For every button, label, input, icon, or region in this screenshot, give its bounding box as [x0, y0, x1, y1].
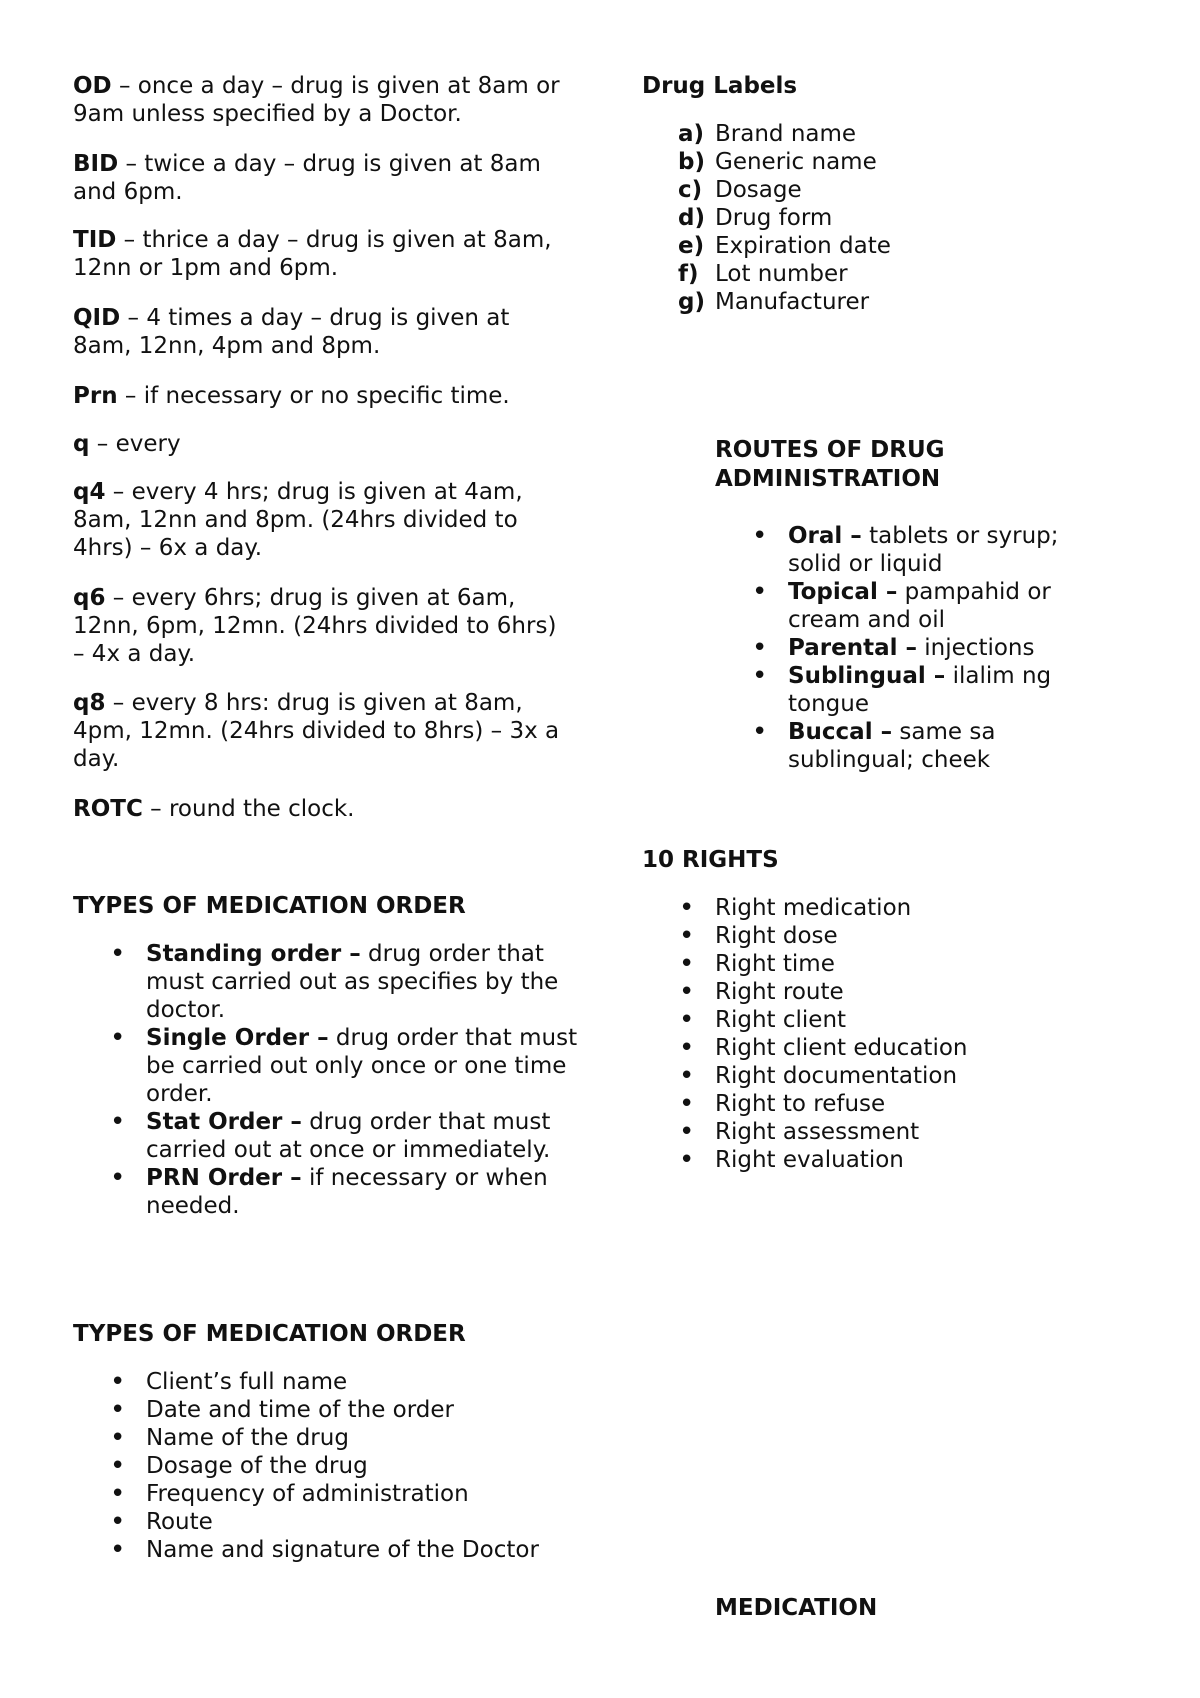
list-item [678, 176, 1135, 204]
list-item [788, 634, 1088, 662]
abbreviation-bid [73, 150, 573, 206]
list-item: • Date and time of the order [146, 1396, 626, 1424]
routes-heading-line2: ADMINISTRATION [715, 466, 941, 492]
item-text: Brand name [715, 121, 857, 147]
abbreviation-term: BID [73, 151, 119, 177]
abbreviation-term: Prn [73, 383, 118, 409]
list-item: • Name of the drug [146, 1424, 626, 1452]
list-item: • Right documentation [715, 1062, 1095, 1090]
list-item: • Route [146, 1508, 626, 1536]
list-item [788, 578, 1088, 634]
abbreviation-desc: – thrice a day – drug is given at 8am, 12nn or 1pm and 6pm. [73, 227, 552, 281]
medication-order-parts-heading: TYPES OF MEDICATION ORDER [73, 1321, 466, 1347]
item-desc: drug order that must be carried out only once or one time order. [146, 1025, 578, 1107]
item-desc: tablets or syrup; solid or liquid [788, 523, 1059, 577]
abbreviation-qid [73, 304, 573, 360]
abbreviation-q8 [73, 689, 573, 773]
ten-rights-list [715, 894, 1095, 1174]
ten-rights-heading: 10 RIGHTS [642, 847, 779, 873]
item-term: Parental – [788, 635, 917, 661]
abbreviation-rotc [73, 795, 573, 823]
item-text: Drug form [715, 205, 833, 231]
medication-order-parts-list [146, 1368, 626, 1564]
medication-order-types-heading: TYPES OF MEDICATION ORDER [73, 893, 466, 919]
abbreviation-term: q6 [73, 585, 106, 611]
routes-heading-line1: ROUTES OF DRUG [715, 437, 945, 463]
routes-list [788, 522, 1088, 774]
abbreviation-prn [73, 382, 573, 410]
abbreviation-term: TID [73, 227, 117, 253]
list-item: • Right client [715, 1006, 1095, 1034]
abbreviation-desc: – every 4 hrs; drug is given at 4am, 8am, 12nn and 8pm. (24hrs divided to 4hrs) – 6x a day. [73, 479, 523, 561]
item-text: Generic name [715, 149, 877, 175]
abbreviation-desc: – if necessary or no specific time. [117, 383, 510, 409]
item-text: Lot number [715, 261, 848, 287]
abbreviation-desc: – every [89, 431, 181, 457]
item-letter: a) [678, 121, 705, 147]
abbreviation-q6 [73, 584, 573, 668]
abbreviation-desc: – 4 times a day – drug is given at 8am, 12nn, 4pm and 8pm. [73, 305, 510, 359]
list-item [678, 260, 1135, 288]
item-letter: b) [678, 149, 705, 175]
item-desc: same sa sublingual; cheek [788, 719, 996, 773]
list-item: • Right evaluation [715, 1146, 1095, 1174]
abbreviation-desc: – round the clock. [142, 796, 355, 822]
routes-heading [715, 436, 945, 494]
list-item: • Dosage of the drug [146, 1452, 626, 1480]
item-term: Oral – [788, 523, 862, 549]
abbreviation-q [73, 430, 573, 458]
item-term: Topical – [788, 579, 898, 605]
list-item: • Right client education [715, 1034, 1095, 1062]
list-item: • Right assessment [715, 1118, 1095, 1146]
list-item: • Right medication [715, 894, 1095, 922]
item-desc: if necessary or when needed. [146, 1165, 548, 1219]
item-text: Dosage [715, 177, 802, 203]
list-item [788, 662, 1088, 718]
abbreviation-od [73, 72, 573, 128]
list-item [146, 1108, 586, 1164]
list-item [788, 522, 1088, 578]
abbreviation-desc: – once a day – drug is given at 8am or 9am unless specified by a Doctor. [73, 73, 560, 127]
item-desc: ilalim ng tongue [788, 663, 1052, 717]
item-term: Stat Order – [146, 1109, 302, 1135]
abbreviation-term: q8 [73, 690, 106, 716]
item-text: Expiration date [715, 233, 891, 259]
item-text: Manufacturer [715, 289, 870, 315]
list-item: • Right dose [715, 922, 1095, 950]
list-item [678, 232, 1135, 260]
abbreviation-desc: – every 8 hrs: drug is given at 8am, 4pm, 12mn. (24hrs divided to 8hrs) – 3x a day. [73, 690, 560, 772]
list-item [146, 1164, 586, 1220]
list-item: • Client’s full name [146, 1368, 626, 1396]
abbreviation-term: ROTC [73, 796, 143, 822]
item-term: Standing order – [146, 941, 361, 967]
item-letter: f) [678, 261, 699, 287]
abbreviation-tid [73, 226, 573, 282]
list-item [146, 940, 586, 1024]
abbreviation-desc: – every 6hrs; drug is given at 6am, 12nn, 6pm, 12mn. (24hrs divided to 6hrs) – 4x a day. [73, 585, 557, 667]
item-desc: injections [916, 635, 1035, 661]
item-term: Single Order – [146, 1025, 329, 1051]
list-item: • Right time [715, 950, 1095, 978]
abbreviation-term: QID [73, 305, 121, 331]
item-desc: drug order that must carried out as specifies by the doctor. [146, 941, 559, 1023]
item-term: PRN Order – [146, 1165, 302, 1191]
item-term: Buccal – [788, 719, 893, 745]
abbreviation-term: OD [73, 73, 112, 99]
list-item [678, 288, 1135, 316]
list-item [678, 204, 1135, 232]
item-letter: c) [678, 177, 703, 203]
drug-labels-heading: Drug Labels [642, 73, 798, 99]
item-desc: pampahid or cream and oil [788, 579, 1051, 633]
list-item: • Frequency of administration [146, 1480, 626, 1508]
footer-heading: MEDICATION [715, 1595, 878, 1621]
drug-labels-list [678, 120, 1135, 316]
list-item [146, 1024, 586, 1108]
abbreviation-desc: – twice a day – drug is given at 8am and 6pm. [73, 151, 541, 205]
list-item: • Right route [715, 978, 1095, 1006]
abbreviation-term: q [73, 431, 90, 457]
item-letter: d) [678, 205, 705, 231]
abbreviation-q4 [73, 478, 573, 562]
abbreviation-term: q4 [73, 479, 106, 505]
list-item [678, 120, 1135, 148]
list-item: • Right to refuse [715, 1090, 1095, 1118]
item-desc: drug order that must carried out at once or immediately. [146, 1109, 551, 1163]
list-item [678, 148, 1135, 176]
item-letter: g) [678, 289, 705, 315]
list-item [788, 718, 1088, 774]
medication-order-types-list [146, 940, 586, 1220]
item-letter: e) [678, 233, 705, 259]
list-item: • Name and signature of the Doctor [146, 1536, 626, 1564]
item-term: Sublingual – [788, 663, 946, 689]
